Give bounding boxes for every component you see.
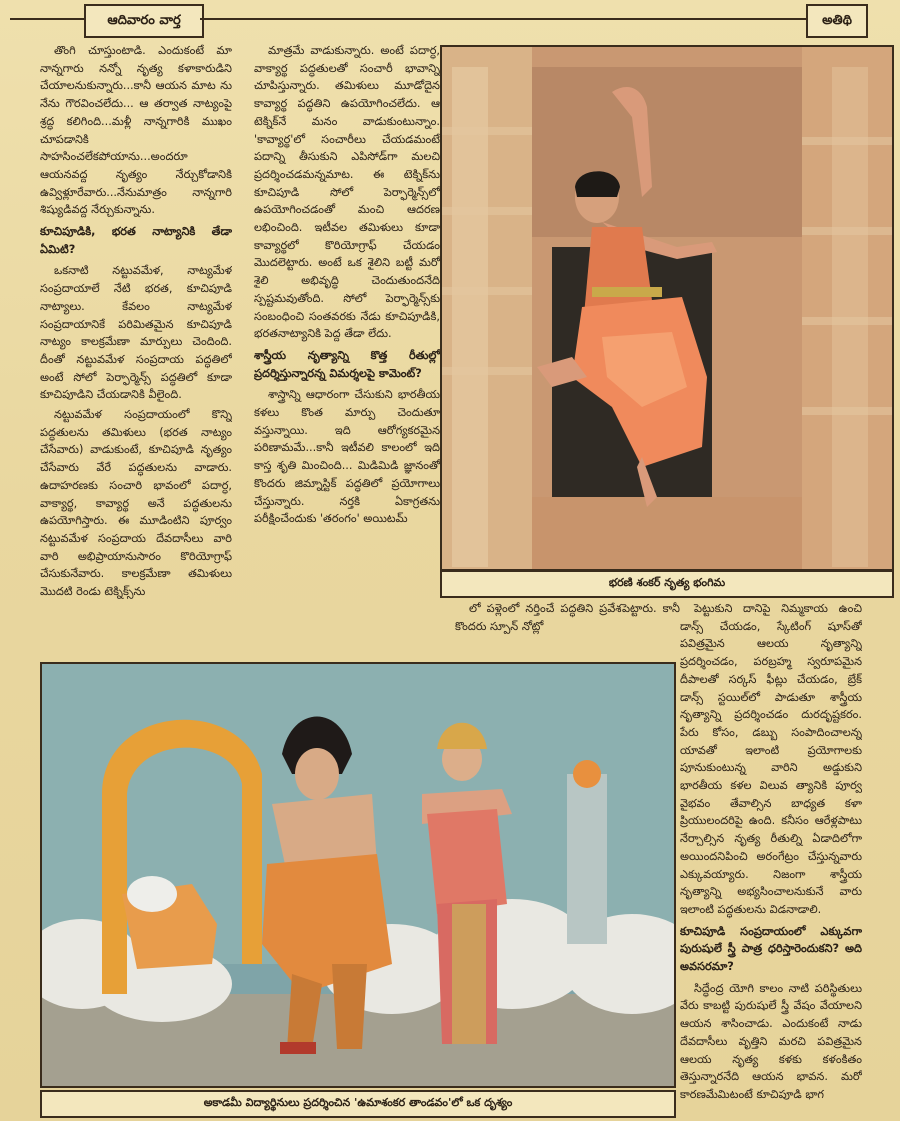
paragraph: పెట్టుకుని దానిపై నిమ్మకాయ ఉంచి డాన్స్ చేయడం, స్కేటింగ్ షూస్‌తో పవిత్రమైన ఆలయ నృత్యాన్ని ప్రదర్శించడం, పరబ్రహ్మ స్వరూపమైన దీపాలతో సర్కస్ ఫీట్లు చేయడం, బ్రేక్ డాన్స్ స్టయిల్‌లో పాడుతూ శాస్త్రీయ నృత్యాన్ని ప్రదర్శించడం దురదృష్టకరం. పేరు కోసం, డబ్బు సంపాదించాలన్న యావతో ఇలాంటి ప్రయోగాలకు పూనుకుంటున్న వారిని అడ్డుకుని భారతీయ కళల విలువ త్యానికి పూర్వ వైభవం తేవాల్సిన బాధ్యత కళా ప్రియులందరిపై ఉంది. కనీసం ఆరేళ్లపాటు నేర్చాల్సిన నృత్య రీతుల్ని ఏడాదిలోగా అయిందనిపించి అరంగేట్రం చేస్తున్నవారు ఎక్కువయ్యారు. నిజంగా శాస్త్రీయ నృత్యాన్ని అభ్యసించాలనుకునే వారు ఇలాంటి పద్ధతులను విడనాడాలి.	[680, 602, 862, 916]
performance-photo-illustration	[42, 664, 674, 1086]
article-column-4	[680, 600, 862, 1115]
header-rule-left	[10, 18, 84, 20]
header-rule	[200, 18, 806, 20]
interview-question: శాస్త్రీయ నృత్యాన్ని కొత్త రీతుల్లో ప్రదర్శిస్తున్నారన్న విమర్శలపై కామెంట్?	[254, 348, 440, 380]
performance-photo-caption: అకాడమీ విద్యార్థినులు ప్రదర్శించిన 'ఉమాశంకర తాండవం'లో ఒక దృశ్యం	[40, 1090, 676, 1118]
interview-question: కూచిపూడి సంప్రదాయంలో ఎక్కువగా పురుషులే స్త్రీ పాత్ర ధరిస్తారెందుకని? అది అవసరమా?	[680, 924, 862, 974]
section-label: ఆదివారం వార్త	[84, 4, 204, 38]
paragraph: తొంగి చూస్తుంటాడి. ఎందుకంటే మా నాన్నగారు నన్నో నృత్య కళాకారుడిని చేయాలనుకున్నారు...కానీ ఆయన మాట ను నేను గౌరవించలేదు... ఆ తర్వాత నాట్యంపై శ్రద్ధ కలిగింది...మళ్లీ నాన్నగారికి ముఖం చూపడానికి సాహసించలేకపోయాను...అందరూ ఆయనవద్ద నృత్యం నేర్చుకోడానికి ఉవ్విళ్లూరేవారు...నేనుమాత్రం నాన్నగారి శిష్యుడివద్ద నేర్చుకున్నాను.	[40, 44, 232, 217]
article-column-2	[254, 42, 440, 642]
paragraph: లో పళ్లెంలో నర్తించే పద్ధతిని ప్రవేశపెట్టారు. కానీ కొందరు స్పూన్ నోట్లో	[455, 602, 680, 633]
performance-photo	[40, 662, 676, 1088]
paragraph: సిద్ధేంద్ర యోగి కాలం నాటి పరిస్థితులు వేరు కాబట్టి పురుషులే స్త్రీ వేషం వేయాలని ఆయన శాసించాడు. ఎందుకంటే నాడు దేవదాసీలు వృత్తిని మరచి పవిత్రమైన ఆలయ నృత్య కళకు కళంకితం తెస్తున్నారనేది ఆయన భావన. మరో కారణమేమిటంటే కూచిపూడి భాగ	[680, 981, 862, 1101]
paragraph: మాత్రమే వాడుకున్నారు. అంటే పదార్ధ, వాక్యార్థ పద్ధతులతో సంచారీ భావాన్ని చూపిస్తున్నారు. తమిళులు మూడోదైన కావ్యార్థ పద్ధతిని ఉపయోగించలేదు. ఆ టెక్నిక్‌నే మనం వాడుకుంటున్నాం. 'కావ్యార్థ'లో సంచారీలు చేయడమంటే పదాన్ని తీసుకుని ఎపిసోడ్‌గా మలచి ప్రదర్శించడమన్నమాట. ఈ టెక్నిక్‌ను కూచిపూడి సోలో పెర్ఫార్మెన్స్‌లో ఉపయోగించడంతో మంచి ఆదరణ లభించింది. ఇటీవల తమిళులు కూడా కావ్యార్థలో కొరియోగ్రాఫ్ చేయడం మొదలెట్టారు. అంటే ఒక శైలిని బట్టీ మరో శైలి అభివృద్ధి చెందుతుందనేది స్పష్టమవుతోంది. సోలో పెర్ఫార్మెన్స్‌కు సంబంధించి సంతవరకు నేడు కూచిపూడికి, భరతనాట్యానికి పెద్ద తేడా లేదు.	[254, 44, 440, 341]
dancer-photo	[440, 45, 894, 571]
paragraph: శాస్త్రాన్ని ఆధారంగా చేసుకుని భారతీయ కళలు కొంత మార్పు చెందుతూ వస్తున్నాయి. ఇది ఆరోగ్యకరమైన పరిణామమే...కానీ ఇటీవలి కాలంలో ఇది కాస్త శృతి మించింది... మిడిమిడి జ్ఞానంతో కొందరు జిమ్నాస్టిక్ పద్ధతిలో ప్రయోగాలు చేస్తున్నారు. నర్తకి ఏకాగ్రతను పరీక్షించేందుకు 'తరంగం' అయిటమ్	[254, 388, 440, 526]
dancer-photo-caption: భరణి శంకర్ నృత్య భంగిమ	[440, 570, 894, 598]
dancer-photo-illustration	[442, 47, 892, 569]
interview-question: కూచిపూడికి, భరత నాట్యానికి తేడా ఏమిటి?	[40, 225, 232, 256]
article-column-3	[455, 600, 680, 644]
paragraph: ఒకనాటి నట్టువమేళ, నాట్యమేళ సంప్రదాయాలే నేటి భరత, కూచిపూడి నాట్యాలు. కేవలం నాట్యమేళ సంప్రదాయానికే పరిమితమైన కూచిపూడి నాట్యం కాలక్రమేణా మార్పులు చెందింది. దీంతో నట్టువమేళ సంప్రదాయ పద్ధతిలో అంటే సోలో పెర్ఫార్మెన్స్ పద్ధతిలో కూడా కూచిపూడిని చేయడానికి వీలైంది.	[40, 264, 232, 402]
article-column-1	[40, 42, 232, 642]
paragraph: నట్టువమేళ సంప్రదాయంలో కొన్ని పద్ధతులను తమిళులు (భరత నాట్యం చేసేవారు) వాడుకుంటే, కూచిపూడి నృత్యం చేసేవారు వేరే పద్ధతులను వాడారు. ఉదాహరణకు సంచారి భావంలో పదార్ధ, వాక్యార్థ, కావ్యార్థ అనే పద్ధతులను ఉపయోగిస్తారు. ఈ మూడింటిని పూర్వం నట్టువమేళ సంప్రదాయ దేవదాసీలు వారి వారి అభిప్రాయానుసారం కొరియోగ్రాఫ్ చేసుకునేవారు. కాలక్రమేణా తమిళులు మొదటి రెండు టెక్నిక్స్‌ను	[40, 408, 232, 599]
page-label: అతిథి	[806, 4, 868, 38]
